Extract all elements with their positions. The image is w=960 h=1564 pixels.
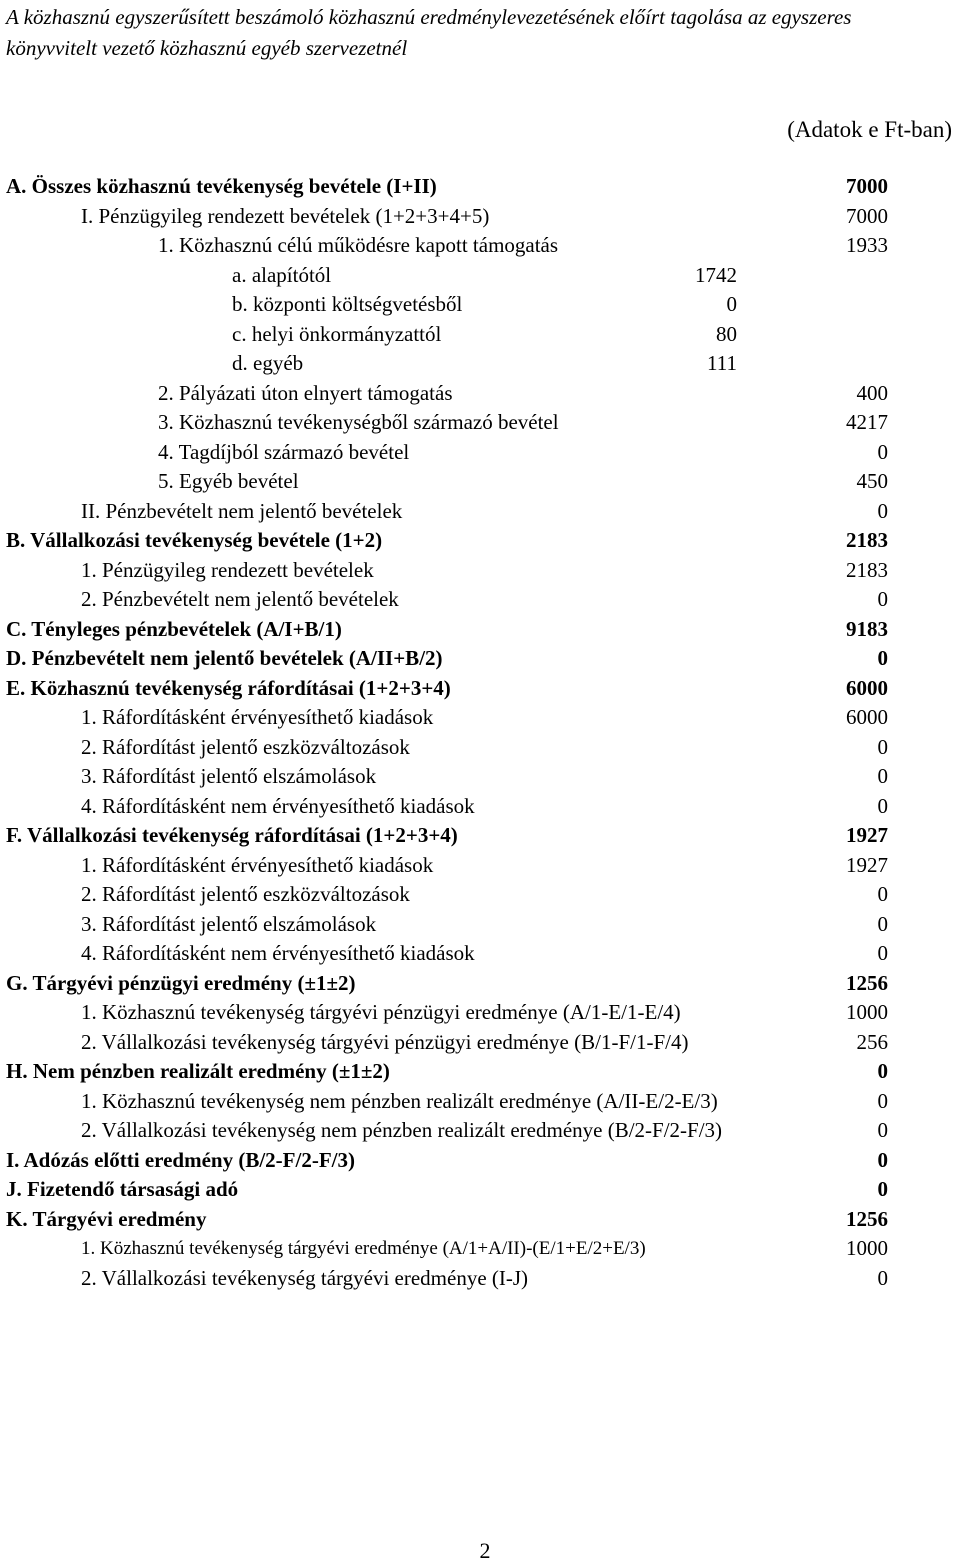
row-value: 0	[877, 587, 888, 611]
row-value: 1256	[846, 970, 888, 995]
row-label: I. Pénzügyileg rendezett bevételek (1+2+3+4+5)	[81, 203, 490, 228]
row-a-i-4	[0, 438, 960, 468]
row-value: 9183	[846, 616, 888, 641]
income-statement	[0, 172, 960, 1293]
row-value: 0	[877, 734, 888, 759]
row-label: 3. Ráfordítást jelentő elszámolások	[81, 764, 377, 788]
row-h	[0, 1057, 960, 1087]
row-b-1	[0, 556, 960, 586]
row-label: C. Tényleges pénzbevételek (A/I+B/1)	[6, 616, 342, 641]
row-label: 2. Vállalkozási tevékenység nem pénzben realizált eredménye (B/2-F/2-F/3)	[81, 1118, 723, 1142]
row-label: J. Fizetendő társasági adó	[6, 1177, 239, 1201]
row-label: A. Összes közhasznú tevékenység bevétele (I+II)	[6, 174, 437, 198]
row-b-2	[0, 585, 960, 615]
row-value: 0	[877, 1147, 888, 1172]
row-label: II. Pénzbevételt nem jelentő bevételek	[81, 498, 403, 523]
row-label: 2. Vállalkozási tevékenység tárgyévi eredménye (I-J)	[81, 1265, 529, 1290]
row-a-i-1-b	[0, 290, 960, 320]
row-value: 2183	[846, 528, 888, 552]
row-a-i-1-d	[0, 349, 960, 379]
row-e	[0, 674, 960, 704]
row-label: G. Tárgyévi pénzügyi eredmény (±1±2)	[6, 970, 356, 995]
row-label: 2. Ráfordítást jelentő eszközváltozások	[81, 882, 410, 906]
row-value: 1000	[846, 1236, 888, 1260]
row-e-4	[0, 792, 960, 822]
row-j	[0, 1175, 960, 1205]
row-f-2	[0, 880, 960, 910]
row-value: 7000	[846, 174, 888, 198]
row-value: 1000	[846, 1000, 888, 1024]
row-a-i-1-a	[0, 261, 960, 291]
row-value: 450	[856, 469, 888, 493]
units-note: (Adatok e Ft-ban)	[787, 117, 952, 142]
row-value: 1256	[846, 1206, 888, 1231]
row-value: 0	[877, 1265, 888, 1290]
row-f-1	[0, 851, 960, 881]
row-label: 2. Vállalkozási tevékenység tárgyévi pénzügyi eredménye (B/1-F/1-F/4)	[81, 1029, 689, 1054]
row-g	[0, 969, 960, 999]
row-value: 111	[707, 351, 737, 375]
row-value: 2183	[846, 557, 888, 582]
row-label: 1. Közhasznú tevékenység tárgyévi pénzügyi eredménye (A/1-E/1-E/4)	[81, 1000, 681, 1024]
row-label: d. egyéb	[232, 351, 304, 375]
row-value: 0	[726, 292, 737, 316]
row-a-i	[0, 202, 960, 232]
row-label: 1. Ráfordításként érvényesíthető kiadások	[81, 852, 434, 877]
row-label: F. Vállalkozási tevékenység ráfordításai (1+2+3+4)	[6, 823, 458, 847]
row-label: 4. Ráfordításként nem érvényesíthető kiadások	[81, 793, 475, 818]
row-value: 80	[716, 321, 737, 346]
row-value: 0	[877, 793, 888, 818]
row-h-1	[0, 1087, 960, 1117]
row-value: 0	[877, 1118, 888, 1142]
row-value: 0	[877, 439, 888, 464]
row-a-i-5	[0, 467, 960, 497]
row-value: 400	[856, 380, 888, 405]
row-k-2	[0, 1264, 960, 1294]
row-value: 1933	[846, 233, 888, 257]
row-e-1	[0, 703, 960, 733]
row-a-ii	[0, 497, 960, 527]
row-label: E. Közhasznú tevékenység ráfordításai (1+2+3+4)	[6, 675, 451, 700]
row-value: 0	[877, 911, 888, 936]
row-label: 3. Ráfordítást jelentő elszámolások	[81, 911, 377, 936]
row-value: 256	[856, 1029, 888, 1054]
row-value: 0	[877, 941, 888, 965]
row-a-total-revenue	[0, 172, 960, 202]
row-f-4	[0, 939, 960, 969]
row-a-i-3	[0, 408, 960, 438]
row-value: 1742	[695, 262, 737, 287]
row-label: I. Adózás előtti eredmény (B/2-F/2-F/3)	[6, 1147, 355, 1172]
row-label: 3. Közhasznú tevékenységből származó bevétel	[158, 410, 559, 434]
row-label: 2. Pályázati úton elnyert támogatás	[158, 380, 453, 405]
row-a-i-1-c	[0, 320, 960, 350]
row-a-i-2	[0, 379, 960, 409]
row-k-1	[0, 1234, 960, 1264]
row-value: 0	[877, 1088, 888, 1113]
row-f	[0, 821, 960, 851]
row-label: 1. Ráfordításként érvényesíthető kiadások	[81, 705, 434, 729]
row-label: 2. Pénzbevételt nem jelentő bevételek	[81, 587, 399, 611]
row-label: 1. Közhasznú célú működésre kapott támogatás	[158, 233, 559, 257]
row-label: K. Tárgyévi eredmény	[6, 1206, 207, 1231]
row-value: 0	[877, 1059, 888, 1083]
row-i	[0, 1146, 960, 1176]
row-value: 0	[877, 764, 888, 788]
row-h-2	[0, 1116, 960, 1146]
row-label: 5. Egyéb bevétel	[158, 469, 299, 493]
row-value: 0	[877, 1177, 888, 1201]
row-c	[0, 615, 960, 645]
row-label: 1. Közhasznú tevékenység tárgyévi eredménye (A/1+A/II)-(E/1+E/2+E/3)	[81, 1238, 646, 1259]
row-b-business-revenue	[0, 526, 960, 556]
row-k	[0, 1205, 960, 1235]
row-e-2	[0, 733, 960, 763]
row-value: 0	[877, 646, 888, 670]
row-label: B. Vállalkozási tevékenység bevétele (1+2)	[6, 528, 383, 552]
row-value: 7000	[846, 203, 888, 228]
row-label: 2. Ráfordítást jelentő eszközváltozások	[81, 734, 410, 759]
row-d	[0, 644, 960, 674]
row-value: 0	[877, 882, 888, 906]
row-label: D. Pénzbevételt nem jelentő bevételek (A/II+B/2)	[6, 646, 443, 670]
row-label: 1. Közhasznú tevékenység nem pénzben realizált eredménye (A/II-E/2-E/3)	[81, 1088, 718, 1113]
row-g-1	[0, 998, 960, 1028]
row-value: 4217	[846, 410, 888, 434]
row-value: 1927	[846, 852, 888, 877]
row-value: 6000	[846, 675, 888, 700]
row-f-3	[0, 910, 960, 940]
document-title: A közhasznú egyszerűsített beszámoló közhasznú eredménylevezetésének előírt tagolása az egyszeres könyvvitelt vezető közhasznú egyéb szervezetnél	[6, 5, 852, 60]
row-e-3	[0, 762, 960, 792]
row-label: a. alapítótól	[232, 262, 332, 287]
row-label: c. helyi önkormányzattól	[232, 321, 442, 346]
row-g-2	[0, 1028, 960, 1058]
row-label: H. Nem pénzben realizált eredmény (±1±2)	[6, 1059, 390, 1083]
row-value: 1927	[846, 823, 888, 847]
row-label: b. központi költségvetésből	[232, 292, 463, 316]
page-number: 2	[479, 1538, 491, 1563]
row-value: 0	[877, 498, 888, 523]
row-a-i-1	[0, 231, 960, 261]
row-value: 6000	[846, 705, 888, 729]
row-label: 4. Tagdíjból származó bevétel	[158, 439, 410, 464]
row-label: 4. Ráfordításként nem érvényesíthető kiadások	[81, 941, 475, 965]
row-label: 1. Pénzügyileg rendezett bevételek	[81, 557, 374, 582]
